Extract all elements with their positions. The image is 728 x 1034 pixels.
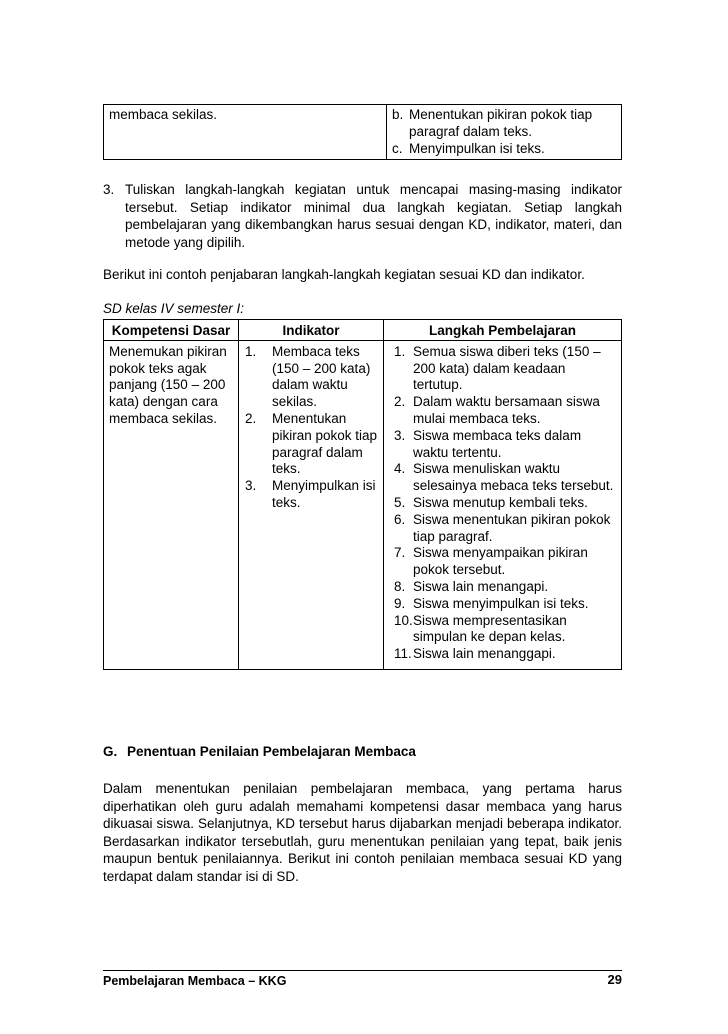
indikator-list bbox=[392, 107, 616, 157]
section-body: Dalam menentukan penilaian pembelajaran membaca, yang pertama harus diperhatikan oleh guru adalah memahami kompetensi dasar membaca yang harus dikuasai siswa. Selanjutnya, KD tersebut harus dijabarkan menjadi beberapa indikator. Berdasarkan indikator tersebutlah, guru menentukan penilaian yang tepat, baik jenis maupun bentuk penilaiannya. Berikut ini contoh penilaian membaca sesuai KD yang terdapat dalam standar isi di SD. bbox=[103, 781, 622, 884]
list-marker: 8. bbox=[394, 578, 406, 594]
paragraph-text: Tuliskan langkah-langkah kegiatan untuk mencapai masing-masing indikator tersebut. Setiap indikator minimal dua langkah kegiatan. Setiap langkah pembelajaran yang dikembangkan harus sesuai dengan KD, indikator, materi, dan metode yang dipilih. bbox=[125, 182, 622, 250]
indikator-cell bbox=[239, 340, 384, 669]
list-item bbox=[394, 461, 616, 495]
list-item bbox=[394, 646, 616, 663]
list-item bbox=[394, 579, 616, 596]
list-marker: 4. bbox=[394, 461, 406, 477]
list-marker: 2. bbox=[394, 394, 406, 410]
list-text: Menyimpulkan isi teks. bbox=[272, 478, 376, 510]
footer-rule bbox=[103, 970, 622, 971]
list-text: Siswa menyimpulkan isi teks. bbox=[413, 595, 589, 611]
list-text: Siswa menyampaikan pikiran pokok tersebut. bbox=[413, 545, 588, 578]
list-marker: c. bbox=[392, 140, 403, 156]
langkah-list bbox=[394, 344, 616, 663]
kompetensi-text: Menemukan pikiran pokok teks agak panjang (150 – 200 kata) dengan cara membaca sekilas. bbox=[109, 343, 227, 426]
column-header-kompetensi: Kompetensi Dasar bbox=[104, 320, 239, 341]
kompetensi-cell bbox=[104, 105, 387, 160]
example-label: SD kelas IV semester I: bbox=[103, 301, 245, 316]
column-header-indikator: Indikator bbox=[239, 320, 384, 341]
table-row bbox=[104, 105, 622, 160]
list-marker: 10. bbox=[394, 612, 413, 628]
langkah-cell bbox=[384, 340, 622, 669]
list-text: Siswa lain menanggapi. bbox=[413, 646, 556, 662]
list-marker: 1. bbox=[245, 343, 257, 359]
list-text: Siswa mempresentasikan simpulan ke depan kelas. bbox=[413, 612, 567, 645]
list-marker: 1. bbox=[394, 343, 406, 359]
list-text: Dalam waktu bersamaan siswa mulai membaca teks. bbox=[413, 394, 600, 426]
list-text: Siswa membaca teks dalam waktu tertentu. bbox=[413, 427, 582, 460]
list-item bbox=[392, 107, 616, 141]
paragraph-number: 3. bbox=[103, 182, 115, 197]
list-item bbox=[394, 512, 616, 546]
list-item bbox=[392, 141, 616, 158]
continuation-table bbox=[103, 104, 622, 160]
list-item bbox=[245, 411, 378, 478]
section-heading bbox=[103, 744, 416, 759]
list-item bbox=[394, 495, 616, 512]
list-marker: 3. bbox=[245, 478, 257, 494]
list-text: Siswa menuliskan waktu selesainya mebaca teks tersebut. bbox=[413, 461, 614, 494]
list-text: Membaca teks (150 – 200 kata) dalam waktu sekilas. bbox=[272, 343, 371, 410]
list-text: Menentukan pikiran pokok tiap paragraf dalam teks. bbox=[409, 107, 593, 139]
list-text: Siswa menutup kembali teks. bbox=[413, 494, 588, 510]
list-item bbox=[394, 545, 616, 579]
list-marker: 6. bbox=[394, 511, 406, 527]
intro-paragraph: Berikut ini contoh penjabaran langkah-langkah kegiatan sesuai KD dan indikator. bbox=[103, 267, 585, 282]
table-header-row bbox=[104, 320, 622, 341]
list-text: Semua siswa diberi teks (150 – 200 kata) dalam keadaan tertutup. bbox=[413, 343, 601, 393]
kompetensi-text: membaca sekilas. bbox=[109, 107, 218, 122]
list-marker: 3. bbox=[394, 427, 406, 443]
list-item bbox=[394, 344, 616, 394]
list-text: Siswa menentukan pikiran pokok tiap paragraf. bbox=[413, 511, 611, 544]
numbered-paragraph bbox=[103, 181, 622, 251]
list-text: Menyimpulkan isi teks. bbox=[409, 140, 545, 156]
footer-title: Pembelajaran Membaca – KKG bbox=[103, 974, 287, 988]
list-text: Siswa lain menangapi. bbox=[413, 578, 549, 594]
list-marker: 5. bbox=[394, 494, 406, 510]
kompetensi-cell bbox=[104, 340, 239, 669]
list-marker: 9. bbox=[394, 595, 406, 611]
list-text: Menentukan pikiran pokok tiap paragraf dalam teks. bbox=[272, 410, 378, 477]
learning-steps-table bbox=[103, 319, 622, 670]
list-item bbox=[394, 428, 616, 462]
page-number: 29 bbox=[607, 972, 622, 987]
section-number: G. bbox=[103, 744, 118, 759]
list-marker: 11. bbox=[394, 646, 412, 662]
list-item bbox=[394, 596, 616, 613]
column-header-langkah: Langkah Pembelajaran bbox=[384, 320, 622, 341]
table-row bbox=[104, 340, 622, 669]
indikator-cell bbox=[387, 105, 622, 160]
list-item bbox=[394, 613, 616, 647]
list-item bbox=[394, 394, 616, 428]
list-marker: b. bbox=[392, 107, 404, 122]
list-marker: 2. bbox=[245, 410, 257, 426]
indikator-list bbox=[245, 344, 378, 512]
list-item bbox=[245, 344, 378, 411]
section-title: Penentuan Penilaian Pembelajaran Membaca bbox=[127, 744, 416, 759]
list-marker: 7. bbox=[394, 545, 406, 561]
list-item bbox=[245, 478, 378, 512]
